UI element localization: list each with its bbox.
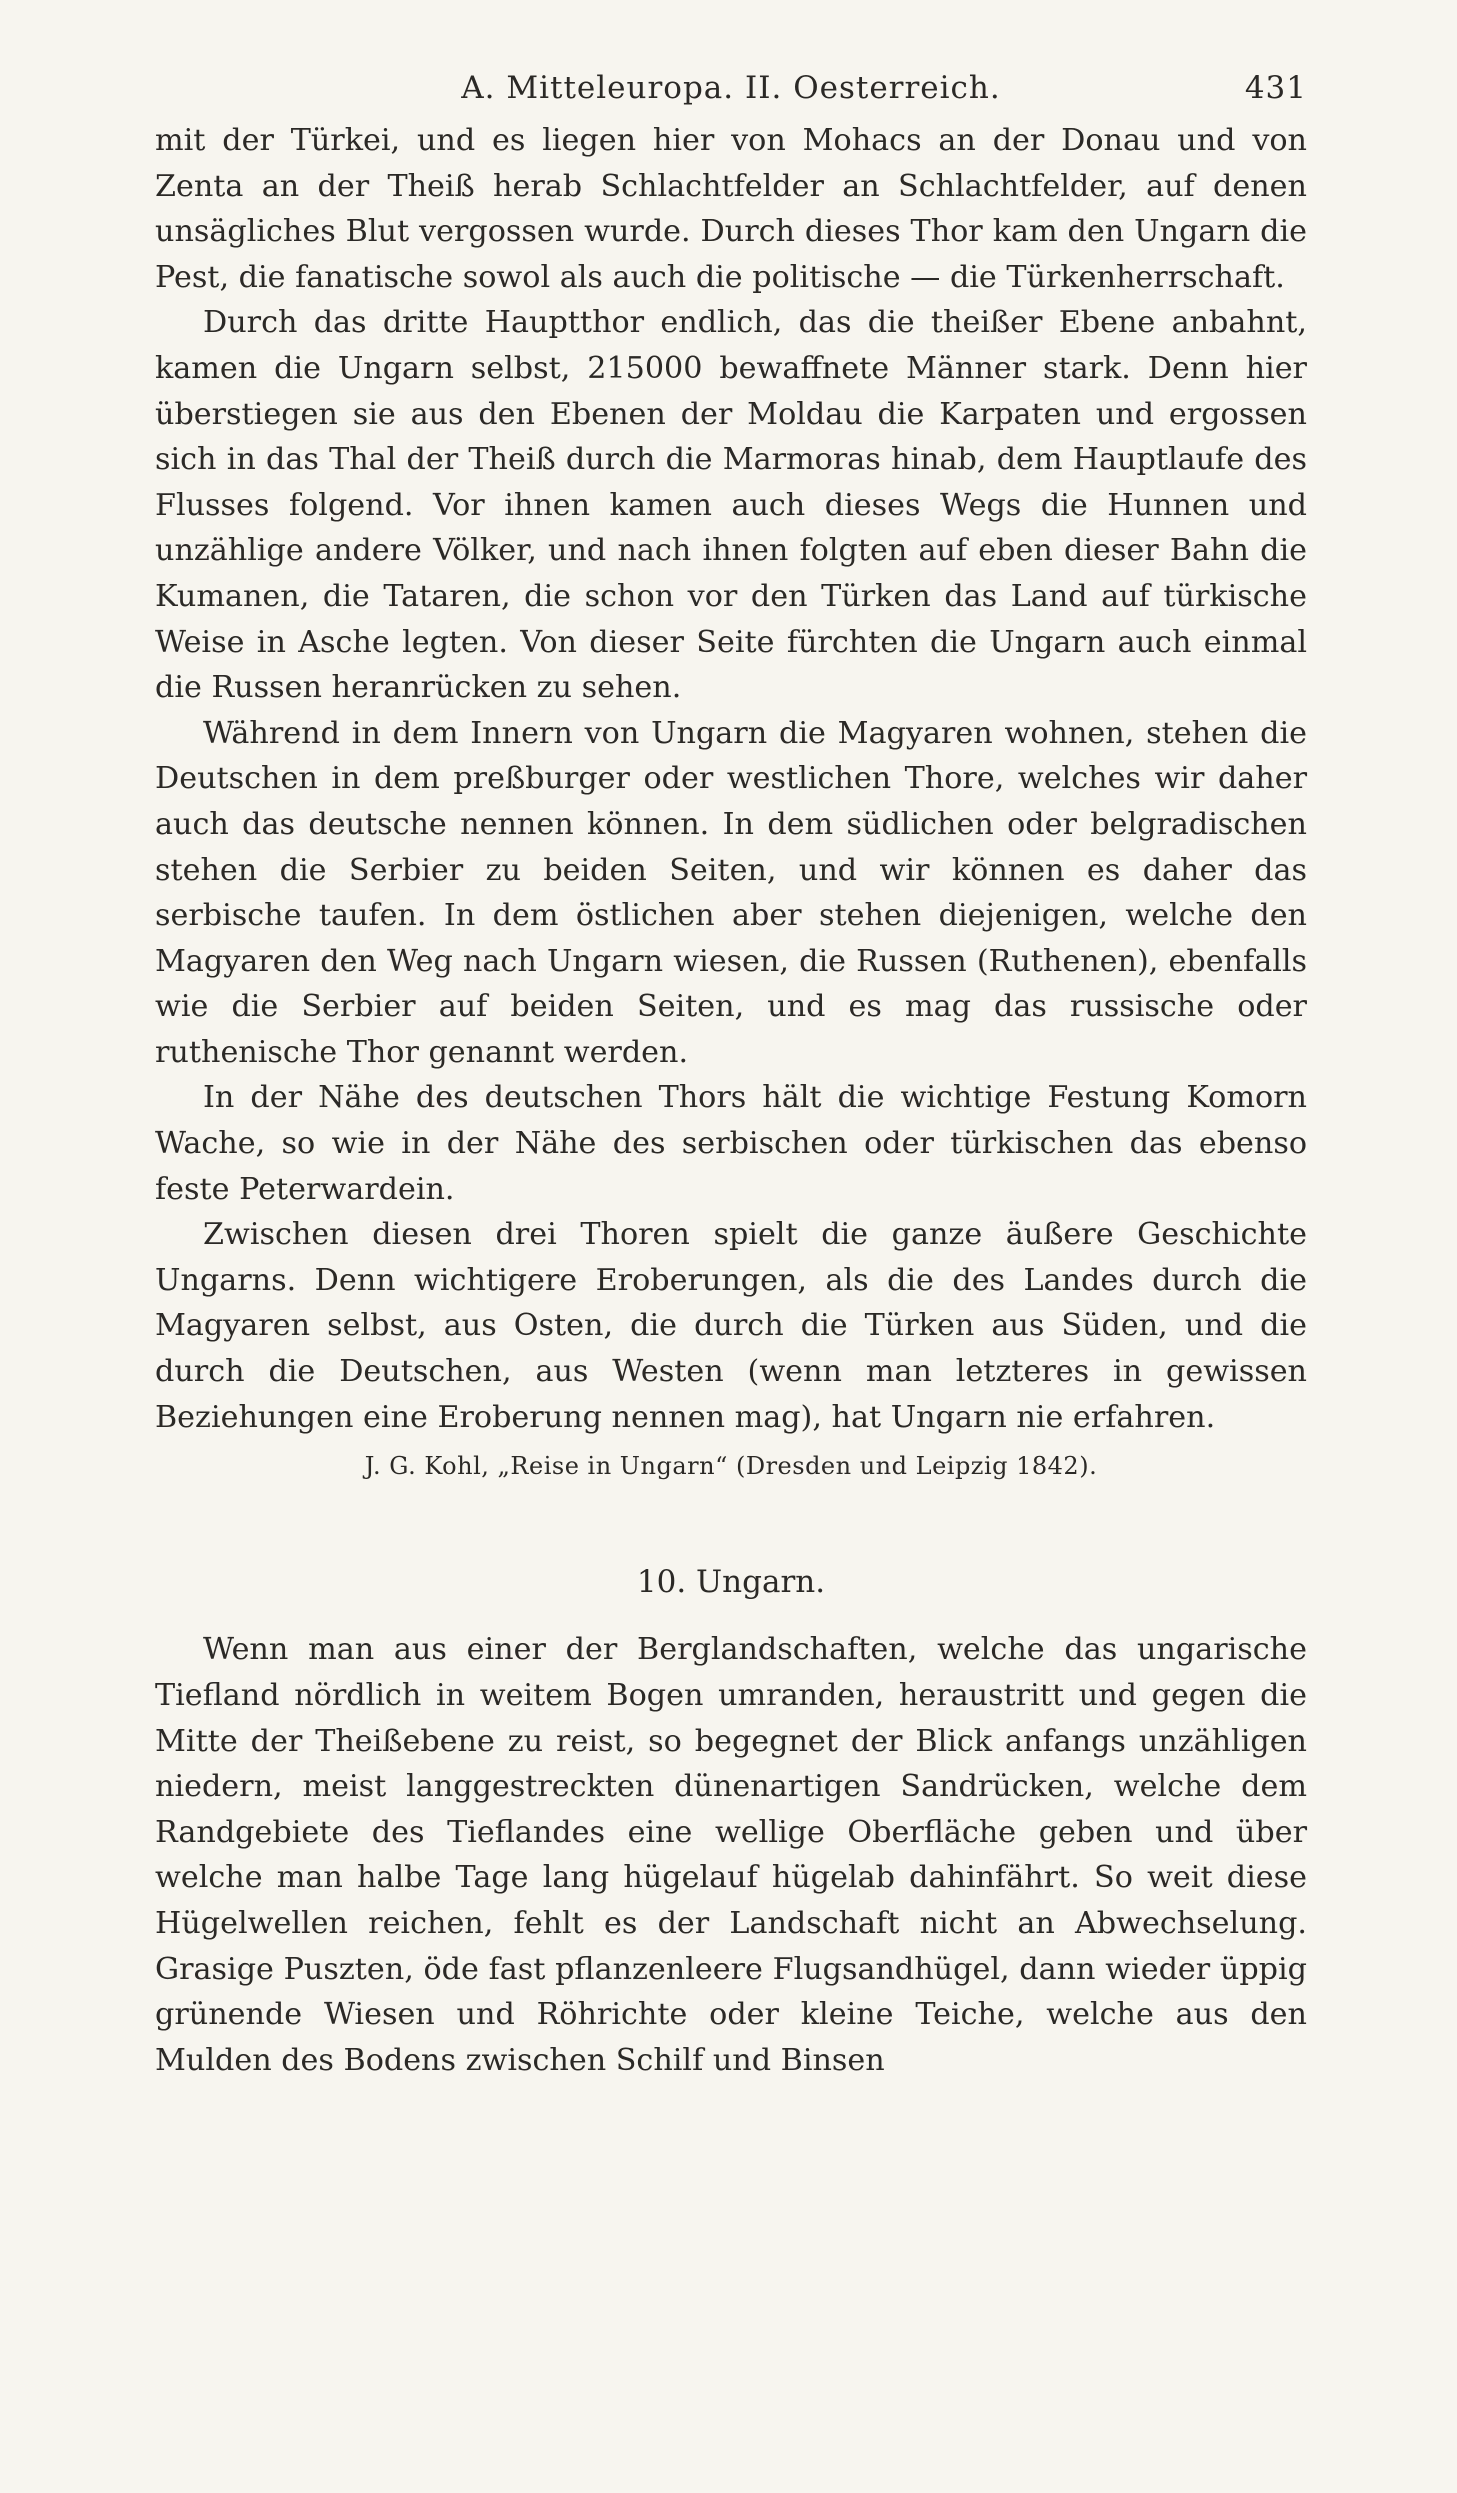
page-number: 431	[1244, 70, 1307, 106]
paragraph: mit der Türkei, und es liegen hier von Mohacs an der Donau und von Zenta an der Theiß herab Schlachtfelder an Schlachtfelder, auf denen unsägliches Blut vergossen wurde. Durch dieses Thor kam den Ungarn die Pest, die fanatische sowol als auch die politische — die Türkenherrschaft.	[155, 123, 1307, 295]
paragraph: Wenn man aus einer der Berglandschaften, welche das ungarische Tiefland nördlich in weitem Bogen umranden, heraustritt und gegen die Mitte der Theißebene zu reist, so begegnet der Blick anfangs unzähligen niedern, meist langgestreckten dünenartigen Sandrücken, welche dem Randgebiete des Tieflandes eine wellige Oberfläche geben und über welche man halbe Tage lang hügelauf hügelab dahinfährt. So weit diese Hügelwellen reichen, fehlt es der Landschaft nicht an Abwechselung. Grasige Puszten, öde fast pflanzenleere Flugsandhügel, dann wieder üppig grünende Wiesen und Röhrichte oder kleine Teiche, welche aus den Mulden des Bodens zwischen Schilf und Binsen	[155, 1632, 1307, 2078]
paragraph: Während in dem Innern von Ungarn die Magyaren wohnen, stehen die Deutschen in dem preßburger oder westlichen Thore, welches wir daher auch das deutsche nennen können. In dem südlichen oder belgradischen stehen die Serbier zu beiden Seiten, und wir können es daher das serbische taufen. In dem östlichen aber stehen diejenigen, welche den Magyaren den Weg nach Ungarn wiesen, die Russen (Ruthenen), ebenfalls wie die Serbier auf beiden Seiten, und es mag das russische oder ruthenische Thor genannt werden.	[155, 715, 1307, 1070]
source-citation: J. G. Kohl, „Reise in Ungarn“ (Dresden und Leipzig 1842).	[364, 1452, 1098, 1481]
running-head	[155, 58, 1307, 118]
paragraph: Zwischen diesen drei Thoren spielt die ganze äußere Geschichte Ungarns. Denn wichtigere Eroberungen, als die des Landes durch die Magyaren selbst, aus Osten, die durch die Türken aus Süden, und die durch die Deutschen, aus Westen (wenn man letzteres in gewissen Beziehungen eine Eroberung nennen mag), hat Ungarn nie erfahren.	[155, 1217, 1307, 1435]
section-heading: 10. Ungarn.	[636, 1563, 826, 1600]
paragraph: Durch das dritte Hauptthor endlich, das die theißer Ebene anbahnt, kamen die Ungarn selbst, 215000 bewaffnete Männer stark. Denn hier überstiegen sie aus den Ebenen der Moldau die Karpaten und ergossen sich in das Thal der Theiß durch die Marmoras hinab, dem Hauptlaufe des Flusses folgend. Vor ihnen kamen auch dieses Wegs die Hunnen und unzählige andere Völker, und nach ihnen folgten auf eben dieser Bahn die Kumanen, die Tataren, die schon vor den Türken das Land auf türkische Weise in Asche legten. Von dieser Seite fürchten die Ungarn auch einmal die Russen heranrücken zu sehen.	[155, 305, 1307, 706]
paragraph: In der Nähe des deutschen Thors hält die wichtige Festung Komorn Wache, so wie in der Nähe des serbischen oder türkischen das ebenso feste Peterwardein.	[155, 1080, 1307, 1207]
running-head-title: A. Mitteleuropa. II. Oesterreich.	[461, 70, 1001, 106]
body-text	[155, 118, 1307, 2083]
